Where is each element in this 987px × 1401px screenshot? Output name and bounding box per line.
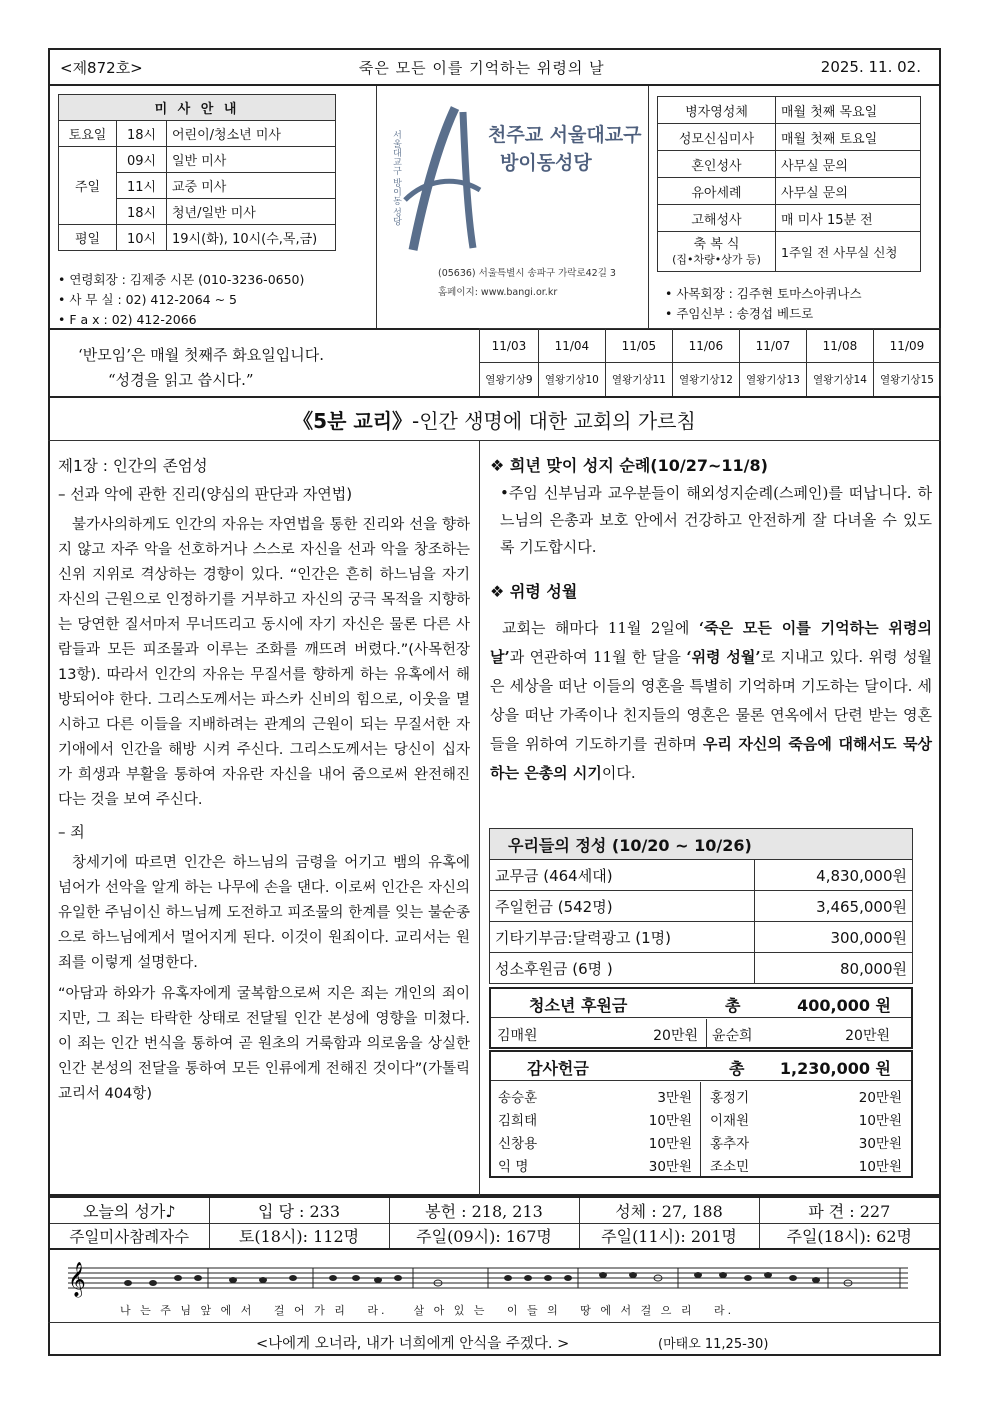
youth-amount: 20만원 bbox=[845, 1028, 890, 1044]
month-bold: 우리 자신의 죽음에 대해서도 묵상하는 은총의 시기 bbox=[490, 735, 932, 782]
divider bbox=[48, 440, 941, 441]
attendance-sat: 토(18시): 112명 bbox=[209, 1223, 389, 1249]
sacrament-name: 고해성사 bbox=[658, 205, 776, 232]
donation-label: 성소후원금 (6명 ) bbox=[490, 953, 755, 984]
sacrament-name: 혼인성사 bbox=[658, 151, 776, 178]
pilgrimage-body: •주임 신부님과 교우분들이 해외성지순례(스페인)를 떠납니다. 하느님의 은총과 보호 안에서 건강하고 안전하게 잘 다녀올 수 있도록 기도합시다. bbox=[500, 484, 932, 556]
donations-table bbox=[489, 828, 913, 984]
sacrament-name: 성모신심미사 bbox=[658, 124, 776, 151]
logo-arc-text: 서울대교구 방이동 성당 bbox=[391, 130, 401, 226]
sunday-desc: 청년/일반 미사 bbox=[167, 199, 336, 225]
thanks-donor: 이재원 bbox=[710, 1112, 750, 1129]
youth-total: 400,000 원 bbox=[797, 996, 891, 1015]
thanks-total-label: 총 bbox=[729, 1059, 745, 1078]
month-body bbox=[490, 614, 932, 788]
calendar-date: 11/09 bbox=[873, 329, 940, 363]
office-phone: • 사 무 실 : 02) 412-2064 ~ 5 bbox=[58, 292, 237, 307]
mass-schedule-title: 미 사 안 내 bbox=[59, 95, 336, 121]
section-title-bracket: 《5분 교리》 bbox=[293, 409, 413, 433]
hymn-communion: 성체 : 27, 188 bbox=[579, 1197, 759, 1223]
notice-line2: “성경을 읽고 씁시다.” bbox=[108, 371, 254, 389]
youth-total-label: 총 bbox=[725, 996, 741, 1015]
calendar-date: 11/03 bbox=[480, 329, 539, 363]
attendance-sun18: 주일(18시): 62명 bbox=[759, 1223, 940, 1249]
divider bbox=[376, 86, 377, 330]
youth-amount: 20만원 bbox=[653, 1028, 698, 1044]
saturday-desc: 어린이/청소년 미사 bbox=[167, 121, 336, 147]
calendar-date: 11/06 bbox=[672, 329, 739, 363]
donation-amount: 4,830,000원 bbox=[755, 860, 913, 891]
thanks-total: 1,230,000 원 bbox=[779, 1059, 891, 1078]
sacrament-info: 매월 첫째 목요일 bbox=[776, 97, 921, 124]
hymns-label: 오늘의 성가♪ bbox=[49, 1197, 209, 1223]
pastoral-info bbox=[665, 284, 862, 324]
bible-calendar bbox=[479, 328, 941, 397]
calendar-reading: 열왕기상10 bbox=[538, 363, 605, 397]
calendar-reading: 열왕기상13 bbox=[739, 363, 806, 397]
logo-parish: 방이동성당 bbox=[500, 152, 592, 174]
bulletin-date: 2025. 11. 02. bbox=[820, 58, 921, 76]
thanks-header bbox=[491, 1052, 911, 1081]
hymn-offertory: 봉헌 : 218, 213 bbox=[389, 1197, 579, 1223]
calendar-reading: 열왕기상15 bbox=[873, 363, 940, 397]
donation-amount: 80,000원 bbox=[755, 953, 913, 984]
sacrament-info: 매월 첫째 토요일 bbox=[776, 124, 921, 151]
thanks-amount: 30만원 bbox=[648, 1158, 692, 1175]
sunday-label: 주일 bbox=[59, 147, 117, 225]
saturday-time: 18시 bbox=[117, 121, 167, 147]
youth-donor: 김매원 bbox=[497, 1028, 538, 1044]
thanks-amount: 20만원 bbox=[858, 1089, 902, 1106]
thanks-donor: 홍정기 bbox=[710, 1089, 750, 1106]
catechism-paragraph: 창세기에 따르면 인간은 하느님의 금령을 어기고 뱀의 유혹에 넘어가 선악을 알게 하는 나무에 손을 댄다. 이로써 인간은 자신의 유일한 주님이신 하느님께 도전하고 피조물의 한계를 잊는 불순종으로 하느님에게서 멀어지게 된다. 이것이 원죄이다. 교리서는 원죄를 이렇게 설명한다. bbox=[58, 855, 470, 971]
bulletin-title: 죽은 모든 이를 기억하는 위령의 날 bbox=[358, 58, 605, 77]
thanks-amount: 10만원 bbox=[648, 1112, 692, 1129]
weekday-label: 평일 bbox=[59, 225, 117, 251]
hymns-attendance-table bbox=[48, 1196, 941, 1250]
treble-clef-icon: 𝄞 bbox=[68, 1262, 86, 1297]
sunday-desc: 일반 미사 bbox=[167, 147, 336, 173]
calendar-reading: 열왕기상12 bbox=[672, 363, 739, 397]
thanks-amount: 30만원 bbox=[858, 1135, 902, 1152]
attendance-sun9: 주일(09시): 167명 bbox=[389, 1223, 579, 1249]
mass-schedule-table bbox=[58, 94, 336, 251]
donation-amount: 3,465,000원 bbox=[755, 891, 913, 922]
thanks-donor: 조소민 bbox=[710, 1158, 750, 1175]
section-title-rest: -인간 생명에 대한 교회의 가르침 bbox=[412, 409, 696, 433]
catechism-paragraph: 불가사의하게도 인간의 자유는 자연법을 통한 진리와 선을 향하지 않고 자주 악을 선호하거나 스스로 자신을 선과 악을 창조하는 신위 지위로 격상하는 경향이 있다. “인간은 흔히 하느님을 자기 자신의 근원으로 인정하기를 거부하고 자신의 궁극 목적을 지향하는 당연한 질서마저 무너뜨리고 동시에 자기 자신은 물론 다른 사람들과 모든 피조물과 이루는 조화를 깨뜨려 버렸다.”(사목헌장 13항). 따라서 인간의 자유는 무질서를 향하게 하는 유혹에서 해방되어야 한다. 그리스도께서는 파스카 신비의 힘으로, 이웃을 멸시하고 다른 이들을 지배하려는 관계의 근원이 되는 무질서한 자기애에서 인간을 해방 시켜 주신다. 그리스도께서는 당신이 십자가 희생과 부활을 통하여 자유란 자신을 내어 줌으로써 완전해진다는 것을 보여 주신다. bbox=[58, 517, 470, 808]
saturday-label: 토요일 bbox=[59, 121, 117, 147]
divider bbox=[706, 1019, 707, 1047]
logo-homepage: 홈페이지: www.bangi.or.kr bbox=[438, 287, 558, 298]
calendar-date: 11/05 bbox=[605, 329, 672, 363]
month-text: 로 지내고 있다. 위령 성월은 세상을 떠난 이들의 영혼을 특별히 기억하며 기도하는 달이다. 세상을 떠난 가족이나 친지들의 영혼은 물론 연옥에서 단련 받는 영혼들을 위하여 기도하기를 권하며 bbox=[490, 648, 933, 753]
chapter-title: 제1장 : 인간의 존엄성 bbox=[58, 457, 208, 475]
thanks-donor: 송승훈 bbox=[498, 1089, 538, 1106]
attendance-label: 주일미사참례자수 bbox=[49, 1223, 209, 1249]
calendar-reading: 열왕기상11 bbox=[605, 363, 672, 397]
logo-address: (05636) 서울특별시 송파구 가락로42길 3 bbox=[438, 268, 616, 279]
sacrament-info: 1주일 전 사무실 신청 bbox=[776, 232, 921, 272]
footer-verse: <나에게 오너라, 내가 너희에게 안식을 주겠다. > bbox=[256, 1336, 570, 1352]
pilgrimage-title: ❖ 희년 맞이 성지 순례(10/27~11/8) bbox=[490, 456, 768, 475]
fax-number: • F a x : 02) 412-2066 bbox=[58, 312, 197, 327]
weekday-desc: 19시(화), 10시(수,목,금) bbox=[167, 225, 336, 251]
thanks-donor: 신창용 bbox=[498, 1135, 538, 1152]
donation-amount: 300,000원 bbox=[755, 922, 913, 953]
youth-fund-header bbox=[491, 989, 911, 1018]
donations-title: 우리들의 정성 (10/20 ~ 10/26) bbox=[490, 829, 913, 860]
calendar-date: 11/08 bbox=[806, 329, 873, 363]
sunday-desc: 교중 미사 bbox=[167, 173, 336, 199]
thanks-donor: 익 명 bbox=[498, 1158, 529, 1175]
pastoral-chair: • 사목회장 : 김주현 토마스아퀴나스 bbox=[665, 286, 862, 301]
donation-label: 주일헌금 (542명) bbox=[490, 891, 755, 922]
notice-line1: ‘반모임’은 매월 첫째주 화요일입니다. bbox=[78, 346, 324, 364]
month-bold: ‘위령 성월’ bbox=[686, 648, 761, 666]
hymn-dismissal: 파 견 : 227 bbox=[759, 1197, 940, 1223]
sunday-time: 18시 bbox=[117, 199, 167, 225]
youth-fund-title: 청소년 후원금 bbox=[529, 996, 628, 1015]
chairman-contact: • 연령회장 : 김제중 시몬 (010-3236-0650) bbox=[58, 272, 305, 287]
footer-verse-row bbox=[48, 1322, 941, 1356]
thanks-donor: 홍추자 bbox=[710, 1135, 750, 1152]
music-lyrics: 나 는 주 님 앞 에 서 걸 어 가 리 라. 살 아 있 는 이 들 의 땅 에 서 걸 으 리 라. bbox=[120, 1304, 735, 1317]
footer-ref: (마태오 11,25-30) bbox=[658, 1337, 769, 1352]
calendar-reading: 열왕기상9 bbox=[480, 363, 539, 397]
month-text: 교회는 해마다 11월 2일에 bbox=[502, 619, 699, 637]
thanks-title: 감사헌금 bbox=[527, 1059, 589, 1078]
thanks-list bbox=[492, 1084, 908, 1176]
calendar-date: 11/04 bbox=[538, 329, 605, 363]
catechism-subheading: – 죄 bbox=[58, 823, 85, 841]
sacrament-info: 사무실 문의 bbox=[776, 178, 921, 205]
month-text: 이다. bbox=[601, 764, 636, 782]
section-title bbox=[48, 405, 941, 434]
month-text: 과 연관하여 11월 한 달을 bbox=[509, 648, 687, 666]
divider bbox=[479, 440, 480, 1196]
attendance-sun11: 주일(11시): 201명 bbox=[579, 1223, 759, 1249]
donation-label: 교무금 (464세대) bbox=[490, 860, 755, 891]
sacrament-name: 축 복 식 bbox=[693, 236, 740, 252]
header-bar bbox=[48, 48, 941, 86]
catechism-column bbox=[58, 453, 470, 1107]
catechism-quote: “아담과 하와가 유혹자에게 굴복함으로써 지은 죄는 개인의 죄이지만, 그 죄는 타락한 상태로 전달될 인간 본성에 영향을 미쳤다. 이 죄는 인간 번식을 통하여 곧 원초의 거룩함과 의로움을 상실한 인간 본성의 전달을 통하여 모든 인류에게 전해진 것이다”(가톨릭 교리서 404항) bbox=[58, 986, 470, 1102]
donation-label: 기타기부금:달력광고 (1명) bbox=[490, 922, 755, 953]
month-bold: ‘죽은 모든 이를 기억하는 위령의 날’ bbox=[490, 619, 932, 666]
sacrament-name-cell bbox=[658, 232, 776, 272]
pastoral-priest: • 주임신부 : 송경섭 베드로 bbox=[665, 306, 814, 321]
news-column bbox=[490, 453, 932, 788]
sunday-time: 09시 bbox=[117, 147, 167, 173]
sacraments-table bbox=[657, 96, 921, 272]
divider bbox=[648, 86, 649, 330]
contacts bbox=[58, 270, 304, 330]
sacrament-name-sub: (집•차량•상가 등) bbox=[672, 252, 761, 266]
logo-org: 천주교 서울대교구 bbox=[488, 124, 642, 146]
weekday-time: 10시 bbox=[117, 225, 167, 251]
sacrament-info: 사무실 문의 bbox=[776, 151, 921, 178]
thanks-amount: 3만원 bbox=[657, 1089, 692, 1106]
youth-donor: 윤순희 bbox=[712, 1028, 753, 1044]
sacrament-name: 병자영성체 bbox=[658, 97, 776, 124]
hymn-entrance: 입 당 : 233 bbox=[209, 1197, 389, 1223]
sunday-time: 11시 bbox=[117, 173, 167, 199]
month-title: ❖ 위령 성월 bbox=[490, 582, 578, 601]
thanks-amount: 10만원 bbox=[858, 1158, 902, 1175]
thanks-donor: 김희태 bbox=[498, 1112, 538, 1129]
thanks-amount: 10만원 bbox=[858, 1112, 902, 1129]
sacrament-info: 매 미사 15분 전 bbox=[776, 205, 921, 232]
issue-number: <제872호> bbox=[60, 58, 143, 77]
sacrament-name: 유아세례 bbox=[658, 178, 776, 205]
calendar-date: 11/07 bbox=[739, 329, 806, 363]
thanks-amount: 10만원 bbox=[648, 1135, 692, 1152]
music-staff-icon bbox=[58, 1258, 913, 1298]
calendar-reading: 열왕기상14 bbox=[806, 363, 873, 397]
catechism-subheading: – 선과 악에 관한 진리(양심의 판단과 자연법) bbox=[58, 485, 353, 503]
logo-stroke bbox=[463, 112, 473, 248]
